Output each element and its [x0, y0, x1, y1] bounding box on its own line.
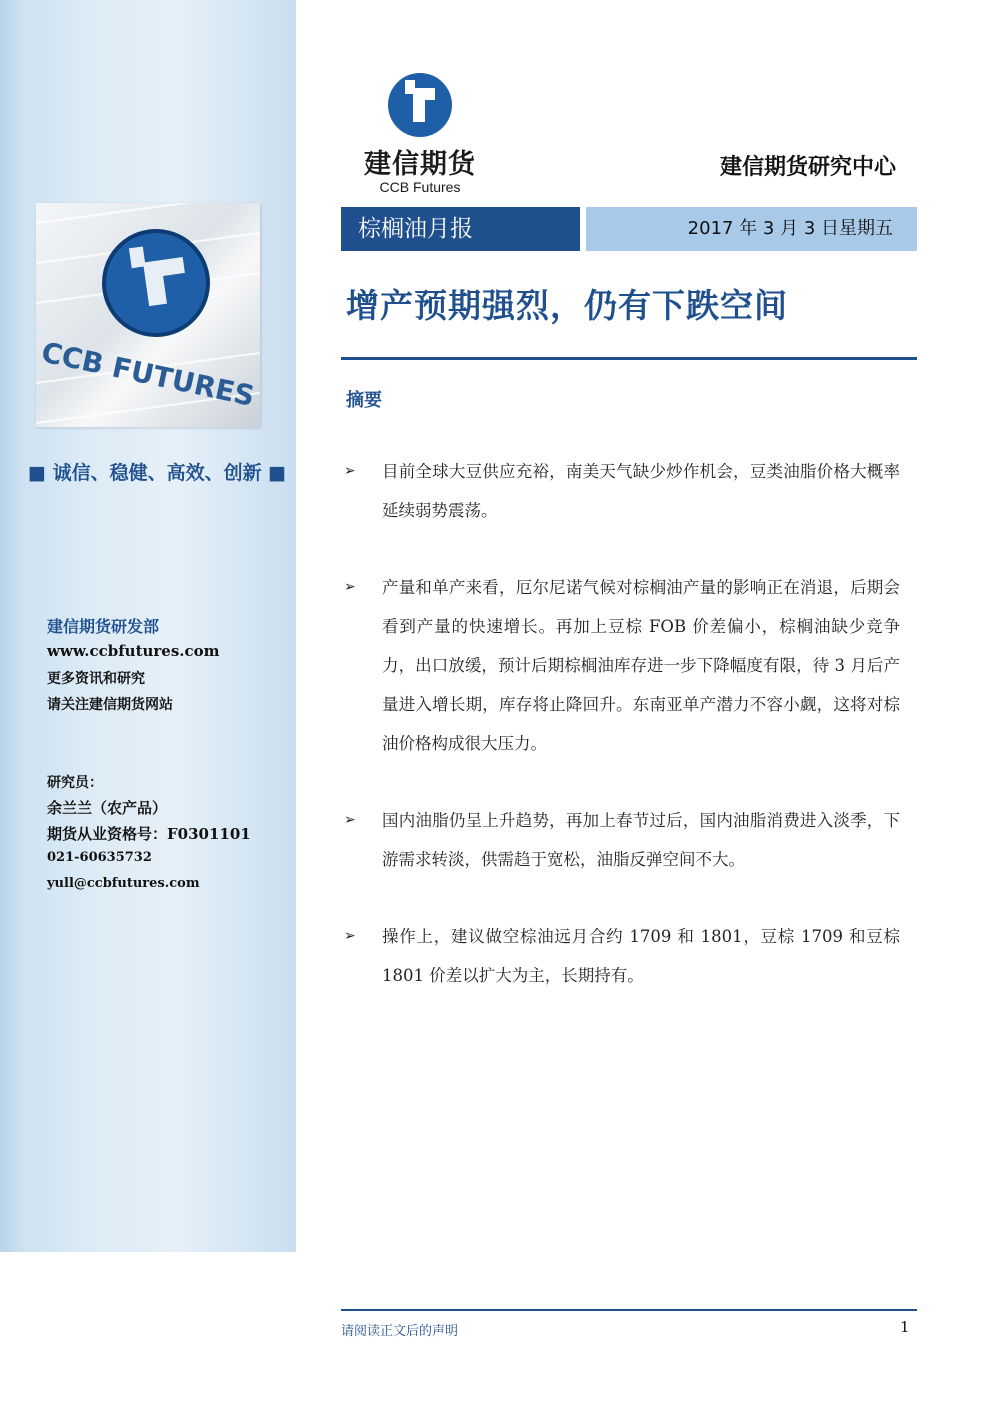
- arrow-bullet-icon: ➢: [344, 463, 356, 479]
- report-type-banner: 棕榈油月报: [341, 207, 580, 251]
- report-date-banner: 2017 年 3 月 3 日星期五: [586, 207, 917, 251]
- bullet-item: [344, 801, 900, 879]
- arrow-bullet-icon: ➢: [344, 812, 356, 828]
- brand-photo: [36, 203, 260, 427]
- researcher-name: 余兰兰（农产品）: [47, 799, 168, 817]
- phone-number: 021-60635732: [47, 850, 152, 865]
- researcher-label: 研究员：: [47, 775, 103, 791]
- arrow-bullet-icon: ➢: [344, 579, 356, 595]
- bullet-item: [344, 568, 900, 763]
- more-info-label: 更多资讯和研究: [47, 671, 145, 687]
- disclaimer-note[interactable]: 请阅读正文后的声明: [341, 1324, 459, 1339]
- abstract-bullets: [344, 452, 900, 995]
- bullet-text: 产量和单产来看，厄尔尼诺气候对棕榈油产量的影响正在消退，后期会看到产量的快速增长。再加上豆棕 FOB 价差偏小，棕榈油缺少竞争力，出口放缓，预计后期棕榈油库存进一步下降幅度有限，待 3 月后产量进入增长期，库存将止降回升。东南亚单产潜力不容小觑，这将对棕油价格构成很大压力。: [382, 578, 900, 753]
- footer-divider: [341, 1309, 917, 1311]
- brand-logo: [350, 70, 490, 195]
- website-link[interactable]: www.ccbfutures.com: [47, 642, 220, 660]
- bullet-item: [344, 452, 900, 530]
- dept-name: 建信期货研发部: [47, 617, 160, 636]
- report-headline: 增产预期强烈，仍有下跌空间: [346, 286, 788, 325]
- logo-english-name: CCB Futures: [379, 179, 461, 195]
- company-motto: ■ 诚信、稳健、高效、创新 ■: [28, 462, 287, 484]
- logo-chinese-name: 建信期货: [364, 149, 476, 180]
- bullet-item: [344, 917, 900, 995]
- photo-sign-text: CCB FUTURES: [38, 335, 258, 413]
- arrow-bullet-icon: ➢: [344, 928, 356, 944]
- bullet-text: 操作上，建议做空棕油远月合约 1709 和 1801，豆棕 1709 和豆棕 1801 价差以扩大为主，长期持有。: [382, 927, 900, 985]
- brand-photo-art: [36, 203, 260, 427]
- license-number: 期货从业资格号：F0301101: [47, 825, 251, 843]
- header-divider: [341, 357, 917, 360]
- abstract-title: 摘要: [346, 390, 382, 411]
- email-link[interactable]: yull@ccbfutures.com: [47, 876, 200, 891]
- follow-label: 请关注建信期货网站: [47, 697, 173, 713]
- research-center-name: 建信期货研究中心: [719, 155, 896, 180]
- ccb-logo-icon: [385, 70, 455, 140]
- sidebar-stripe: [0, 0, 28, 1252]
- page-number: 1: [900, 1318, 910, 1336]
- bullet-text: 国内油脂仍呈上升趋势，再加上春节过后，国内油脂消费进入淡季，下游需求转淡，供需趋于宽松，油脂反弹空间不大。: [382, 811, 900, 869]
- bullet-text: 目前全球大豆供应充裕，南美天气缺少炒作机会，豆类油脂价格大概率延续弱势震荡。: [382, 462, 900, 520]
